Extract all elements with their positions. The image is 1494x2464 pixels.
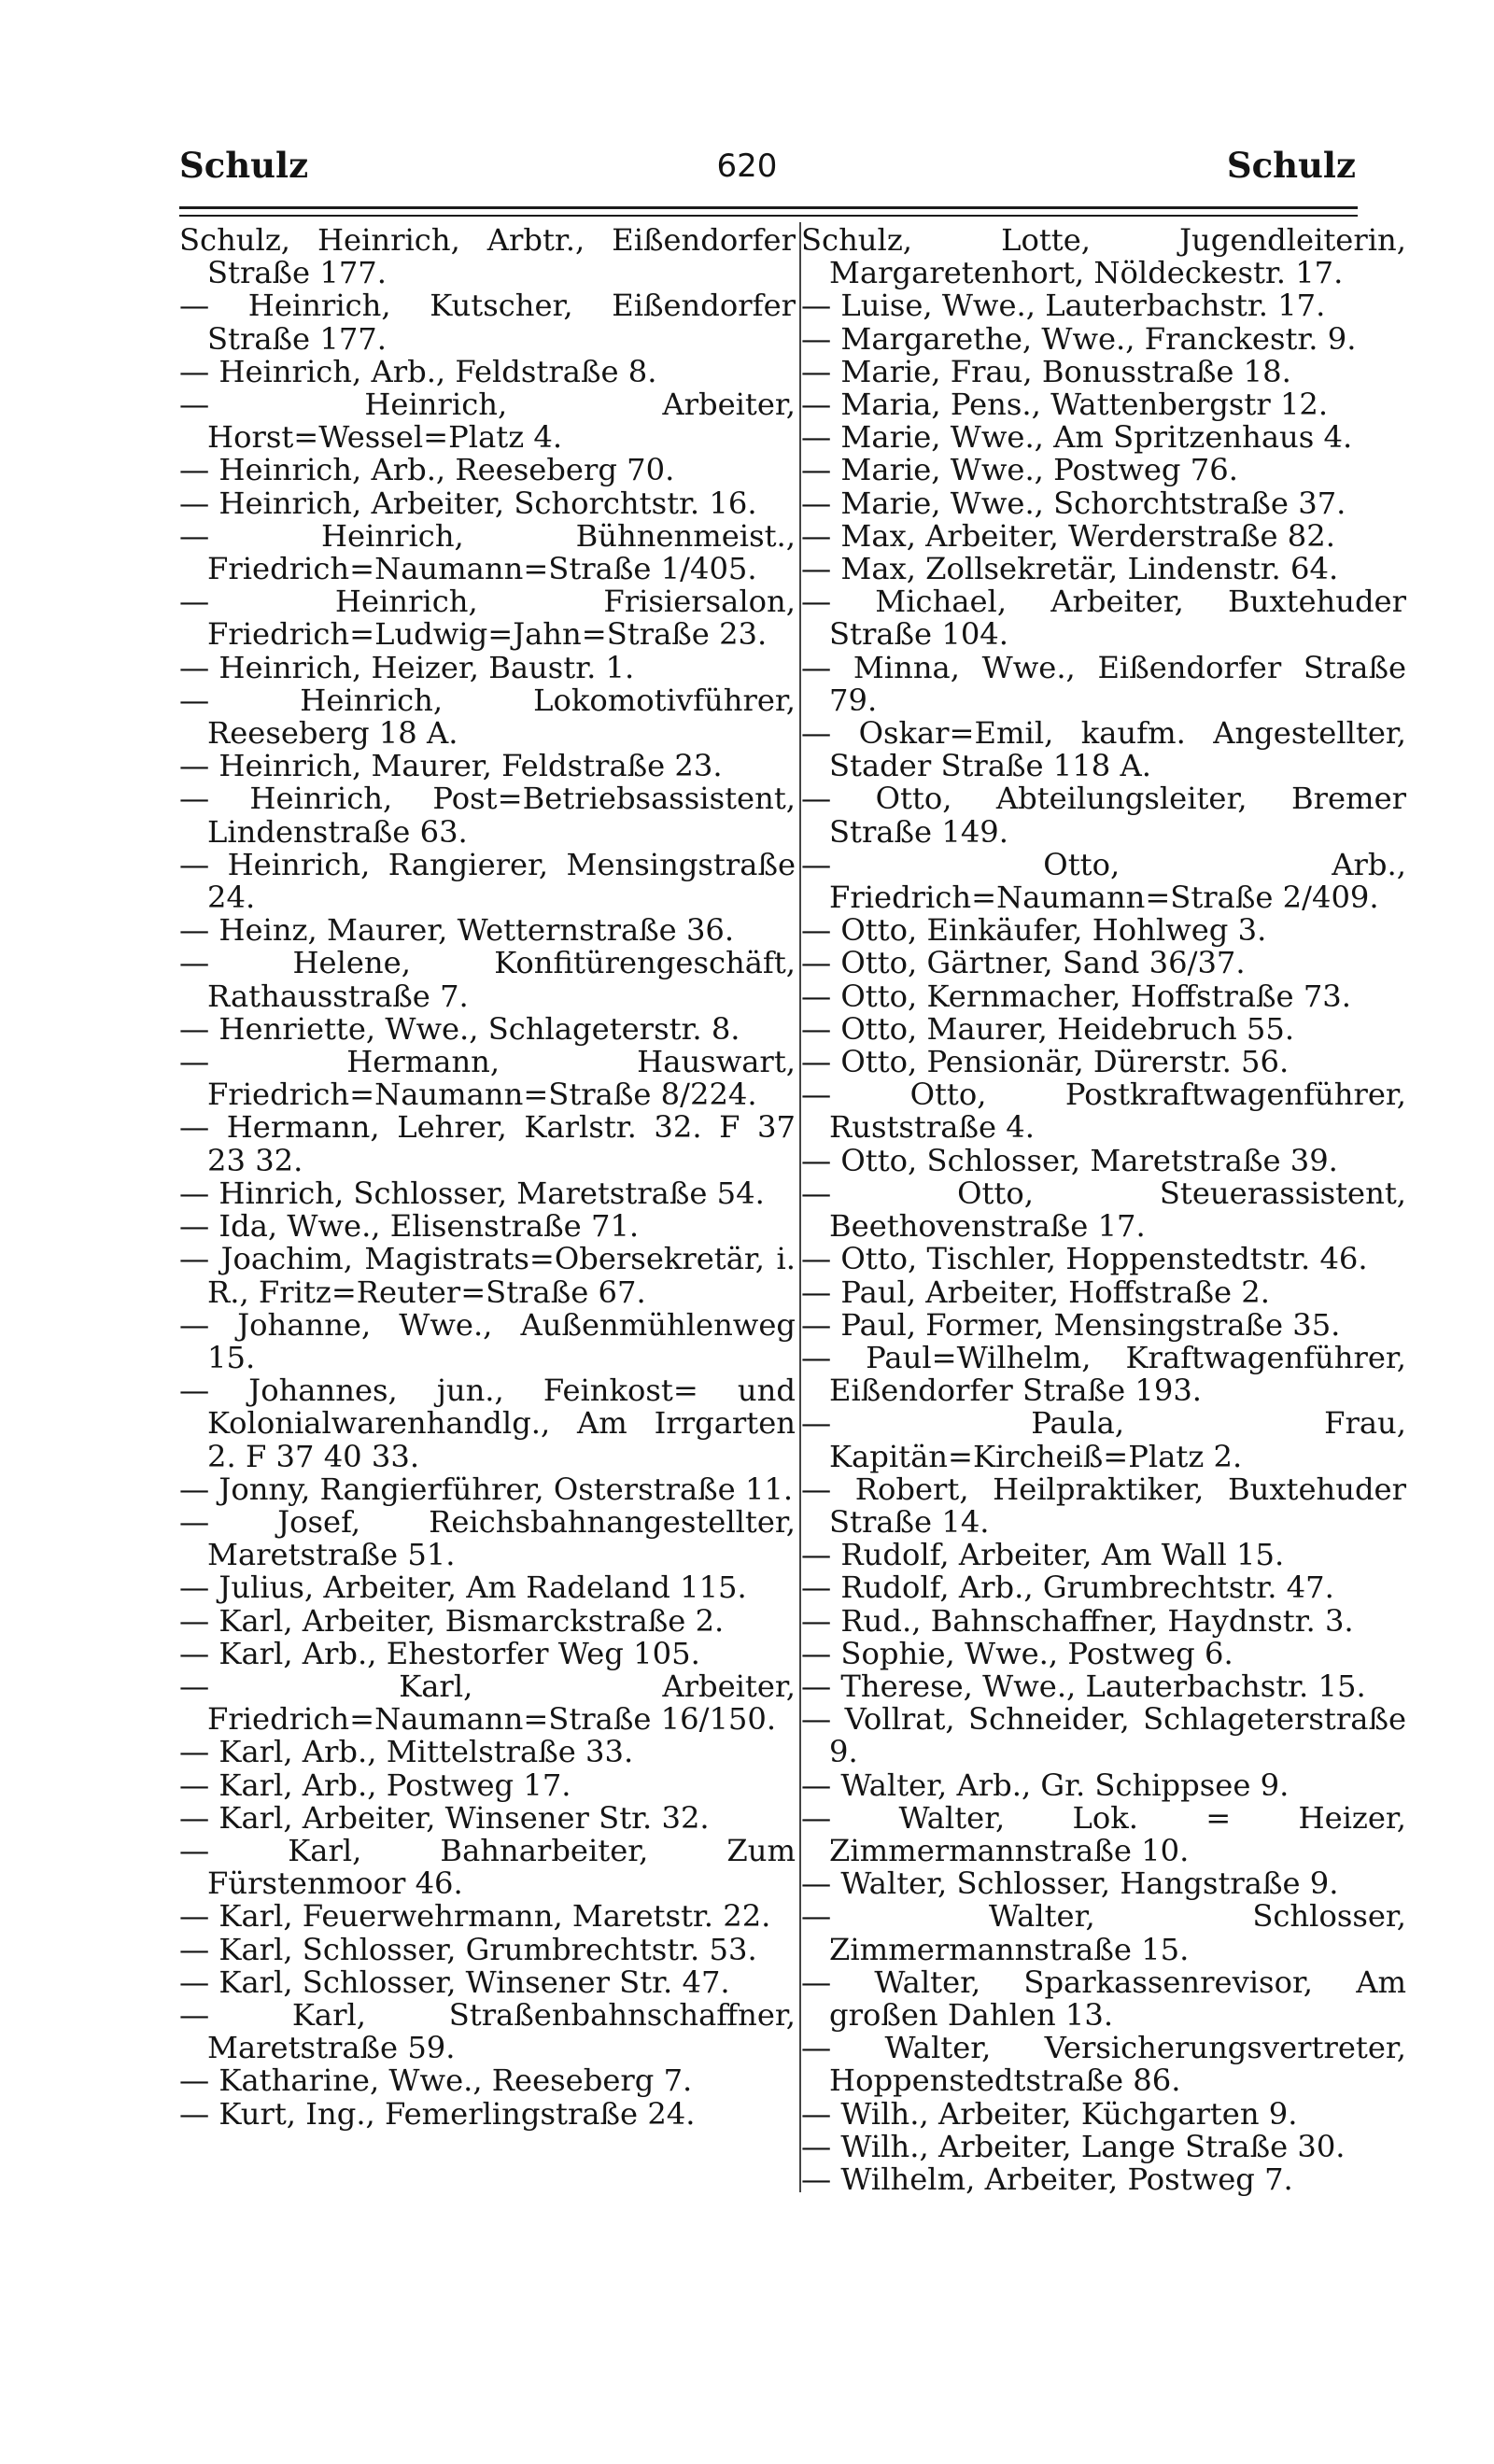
right-column xyxy=(801,224,1406,2196)
directory-entry: — Rud., Bahnschaffner, Haydnstr. 3. xyxy=(801,1602,1354,1639)
directory-entry: — Otto, Steuerassistent, Beethovenstraße 17. xyxy=(801,1175,1406,1245)
directory-entry: — Otto, Tischler, Hoppenstedtstr. 46. xyxy=(801,1241,1368,1277)
directory-entry: — Karl, Straßenbahnschaffner, Maretstraße 59. xyxy=(179,1996,796,2066)
directory-entry: — Heinrich, Maurer, Feldstraße 23. xyxy=(179,748,723,784)
directory-entry: — Karl, Arb., Ehestorfer Weg 105. xyxy=(179,1635,700,1671)
directory-entry: — Otto, Pensionär, Dürerstr. 56. xyxy=(801,1044,1290,1080)
directory-entry: — Julius, Arbeiter, Am Radeland 115. xyxy=(179,1570,747,1606)
page-number: 620 xyxy=(716,148,778,185)
directory-entry: — Otto, Arb., Friedrich=Naumann=Straße 2/409. xyxy=(801,846,1406,916)
directory-entry: — Heinrich, Kutscher, Eißendorfer Straße 177. xyxy=(179,288,796,357)
directory-entry: — Otto, Schlosser, Maretstraße 39. xyxy=(801,1142,1338,1178)
directory-entry: — Rudolf, Arbeiter, Am Wall 15. xyxy=(801,1537,1285,1573)
directory-entry: — Heinrich, Heizer, Baustr. 1. xyxy=(179,649,635,685)
directory-entry: — Max, Arbeiter, Werderstraße 82. xyxy=(801,517,1335,554)
directory-entry: — Heinz, Maurer, Wetternstraße 36. xyxy=(179,912,735,949)
directory-entry: — Heinrich, Frisiersalon, Friedrich=Ludwig=Jahn=Straße 23. xyxy=(179,584,796,653)
directory-entry: — Michael, Arbeiter, Buxtehuder Straße 104. xyxy=(801,584,1406,653)
directory-entry: — Wilh., Arbeiter, Lange Straße 30. xyxy=(801,2128,1346,2164)
directory-entry: — Joachim, Magistrats=Obersekretär, i. R., Fritz=Reuter=Straße 67. xyxy=(179,1241,796,1310)
directory-entry: — Walter, Sparkassenrevisor, Am großen Dahlen 13. xyxy=(801,1964,1406,2033)
directory-entry: — Karl, Arb., Postweg 17. xyxy=(179,1767,571,1803)
directory-entry: — Paul, Arbeiter, Hoffstraße 2. xyxy=(801,1274,1271,1310)
directory-entry: — Henriette, Wwe., Schlageterstr. 8. xyxy=(179,1010,740,1047)
directory-entry: — Heinrich, Arbeiter, Schorchtstr. 16. xyxy=(179,485,757,521)
directory-entry: — Heinrich, Lokomotivführer, Reeseberg 18 A. xyxy=(179,682,796,752)
directory-entry: — Walter, Versicherungsvertreter, Hoppenstedtstraße 86. xyxy=(801,2030,1406,2099)
directory-entry: — Hermann, Lehrer, Karlstr. 32. F 37 23 32. xyxy=(179,1109,796,1178)
directory-entry: Schulz, Heinrich, Arbtr., Eißendorfer Straße 177. xyxy=(179,222,796,291)
directory-entry: — Heinrich, Post=Betriebsassistent, Lindenstraße 63. xyxy=(179,781,796,850)
directory-entry: — Otto, Einkäufer, Hohlweg 3. xyxy=(801,912,1267,949)
directory-entry: — Paul=Wilhelm, Kraftwagenführer, Eißendorfer Straße 193. xyxy=(801,1339,1406,1409)
directory-entry: — Karl, Schlosser, Grumbrechtstr. 53. xyxy=(179,1931,757,1967)
directory-entry: — Maria, Pens., Wattenbergstr 12. xyxy=(801,387,1329,423)
directory-entry: — Heinrich, Rangierer, Mensingstraße 24. xyxy=(179,846,796,916)
directory-entry: — Marie, Wwe., Postweg 76. xyxy=(801,452,1238,488)
directory-entry: — Minna, Wwe., Eißendorfer Straße 79. xyxy=(801,649,1406,718)
directory-entry: — Otto, Postkraftwagenführer, Ruststraße 4. xyxy=(801,1077,1406,1146)
directory-entry: — Karl, Feuerwehrmann, Maretstr. 22. xyxy=(179,1898,771,1935)
directory-entry: — Jonny, Rangierführer, Osterstraße 11. xyxy=(179,1471,794,1507)
directory-entry: — Heinrich, Arb., Reeseberg 70. xyxy=(179,452,675,488)
directory-entry: — Paula, Frau, Kapitän=Kircheiß=Platz 2. xyxy=(801,1405,1406,1474)
directory-entry: — Vollrat, Schneider, Schlageterstraße 9. xyxy=(801,1701,1406,1770)
directory-entry: — Therese, Wwe., Lauterbachstr. 15. xyxy=(801,1668,1366,1704)
directory-entry: — Otto, Gärtner, Sand 36/37. xyxy=(801,945,1246,981)
directory-entry: — Hinrich, Schlosser, Maretstraße 54. xyxy=(179,1175,765,1211)
directory-entry: — Otto, Kernmacher, Hoffstraße 73. xyxy=(801,978,1352,1014)
directory-entry: — Karl, Arb., Mittelstraße 33. xyxy=(179,1734,634,1770)
directory-entry: — Kurt, Ing., Femerlingstraße 24. xyxy=(179,2095,696,2132)
directory-entry: — Robert, Heilpraktiker, Buxtehuder Straße 14. xyxy=(801,1471,1406,1540)
directory-entry: — Karl, Arbeiter, Bismarckstraße 2. xyxy=(179,1602,725,1639)
directory-entry: — Sophie, Wwe., Postweg 6. xyxy=(801,1635,1233,1671)
directory-entry: — Heinrich, Arb., Feldstraße 8. xyxy=(179,353,657,389)
directory-entry: — Marie, Frau, Bonusstraße 18. xyxy=(801,353,1291,389)
directory-entry: — Walter, Lok. = Heizer, Zimmermannstraße 10. xyxy=(801,1799,1406,1868)
directory-entry: — Paul, Former, Mensingstraße 35. xyxy=(801,1306,1341,1343)
directory-entry: — Hermann, Hauswart, Friedrich=Naumann=Straße 8/224. xyxy=(179,1044,796,1113)
directory-entry: — Karl, Arbeiter, Friedrich=Naumann=Straße 16/150. xyxy=(179,1668,796,1738)
directory-entry: — Walter, Arb., Gr. Schippsee 9. xyxy=(801,1767,1290,1803)
left-column xyxy=(179,224,796,2131)
directory-entry: — Karl, Arbeiter, Winsener Str. 32. xyxy=(179,1799,710,1836)
directory-entry: — Wilhelm, Arbeiter, Postweg 7. xyxy=(801,2161,1293,2197)
directory-entry: — Otto, Abteilungsleiter, Bremer Straße 149. xyxy=(801,781,1406,850)
directory-entry: — Walter, Schlosser, Hangstraße 9. xyxy=(801,1866,1339,1902)
directory-entry: — Luise, Wwe., Lauterbachstr. 17. xyxy=(801,288,1326,324)
directory-entry: — Max, Zollsekretär, Lindenstr. 64. xyxy=(801,551,1339,587)
running-head-right: Schulz xyxy=(1226,145,1356,186)
directory-entry: — Katharine, Wwe., Reeseberg 7. xyxy=(179,2063,693,2099)
running-head-left: Schulz xyxy=(179,145,309,186)
directory-entry: — Rudolf, Arb., Grumbrechtstr. 47. xyxy=(801,1570,1334,1606)
directory-entry: — Johanne, Wwe., Außenmühlenweg 15. xyxy=(179,1306,796,1375)
directory-entry: — Otto, Maurer, Heidebruch 55. xyxy=(801,1010,1295,1047)
directory-entry: — Heinrich, Arbeiter, Horst=Wessel=Platz 4. xyxy=(179,387,796,456)
directory-entry: — Heinrich, Bühnenmeist., Friedrich=Naumann=Straße 1/405. xyxy=(179,517,796,587)
directory-entry: — Karl, Schlosser, Winsener Str. 47. xyxy=(179,1964,730,2000)
header-rule xyxy=(179,206,1358,209)
directory-entry: — Josef, Reichsbahnangestellter, Maretstraße 51. xyxy=(179,1503,796,1573)
directory-entry: — Marie, Wwe., Schorchtstraße 37. xyxy=(801,485,1346,521)
header-rule-thin xyxy=(179,215,1358,217)
directory-entry: — Marie, Wwe., Am Spritzenhaus 4. xyxy=(801,419,1353,456)
directory-entry: Schulz, Lotte, Jugendleiterin, Margaretenhort, Nöldeckestr. 17. xyxy=(801,222,1406,291)
directory-entry: — Wilh., Arbeiter, Küchgarten 9. xyxy=(801,2095,1298,2132)
directory-entry: — Margarethe, Wwe., Franckestr. 9. xyxy=(801,320,1357,357)
directory-entry: — Karl, Bahnarbeiter, Zum Fürstenmoor 46. xyxy=(179,1832,796,1902)
directory-entry: — Oskar=Emil, kaufm. Angestellter, Stader Straße 118 A. xyxy=(801,715,1406,784)
directory-entry: — Ida, Wwe., Elisenstraße 71. xyxy=(179,1208,640,1245)
directory-entry: — Helene, Konfitürengeschäft, Rathausstraße 7. xyxy=(179,945,796,1014)
directory-entry: — Walter, Schlosser, Zimmermannstraße 15. xyxy=(801,1898,1406,1967)
directory-entry: — Johannes, jun., Feinkost= und Kolonialwarenhandlg., Am Irrgarten 2. F 37 40 33. xyxy=(179,1373,796,1474)
